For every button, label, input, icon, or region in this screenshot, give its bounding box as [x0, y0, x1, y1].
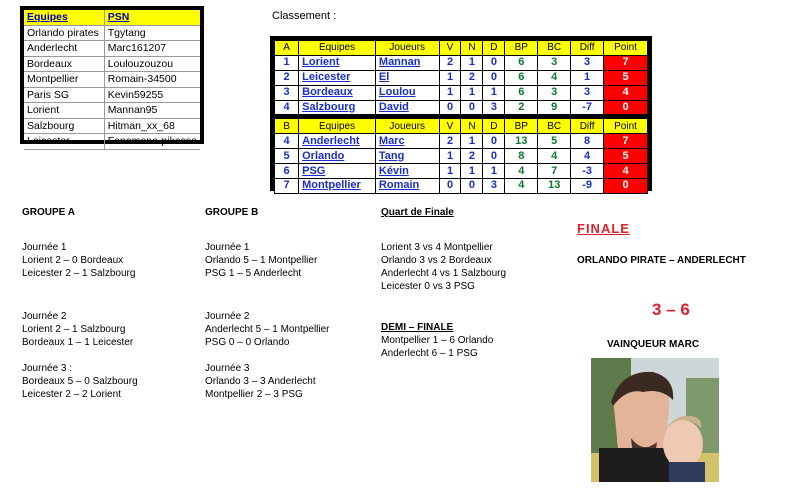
- ranking-cell-diff: 1: [571, 70, 604, 85]
- groupe-a-j3-title: Journée 3 :: [22, 363, 73, 374]
- psn-cell-team: Paris SG: [24, 87, 104, 103]
- match-result: Leicester 2 – 2 Lorient: [22, 389, 121, 400]
- ranking-cell-bc: 3: [538, 55, 571, 70]
- ranking-cell-bc: 9: [538, 100, 571, 115]
- knockout-column: [381, 206, 506, 360]
- match-result: Anderlecht 5 – 1 Montpellier: [205, 324, 330, 335]
- ranking-table: [270, 36, 652, 191]
- ranking-cell-player: Tang: [375, 149, 439, 164]
- psn-cell-team: Orlando pirates: [24, 25, 104, 41]
- ranking-cell-v: 1: [439, 164, 461, 179]
- ranking-cell-player: Loulou: [375, 85, 439, 100]
- ranking-cell-v: 1: [439, 70, 461, 85]
- ranking-cell-pos: 3: [275, 85, 299, 100]
- ranking-header-team: Equipes: [299, 119, 376, 134]
- ranking-cell-bp: 6: [505, 85, 538, 100]
- psn-cell-psn: Kevin59255: [104, 87, 200, 103]
- psn-header-teams: Equipes: [24, 10, 104, 25]
- ranking-cell-diff: 3: [571, 55, 604, 70]
- psn-cell-psn: Fenomeno-pikasso: [104, 134, 200, 150]
- ranking-cell-player: David: [375, 100, 439, 115]
- psn-cell-team: Bordeaux: [24, 56, 104, 72]
- ranking-cell-d: 3: [483, 100, 505, 115]
- ranking-cell-diff: -9: [571, 179, 604, 194]
- match-result: Lorient 2 – 0 Bordeaux: [22, 255, 124, 266]
- psn-cell-team: Leicester: [24, 134, 104, 150]
- ranking-cell-v: 1: [439, 85, 461, 100]
- psn-header-psn: PSN: [104, 10, 200, 25]
- ranking-cell-bp: 6: [505, 70, 538, 85]
- ranking-row: [275, 100, 648, 115]
- ranking-header-team: Equipes: [299, 41, 376, 56]
- psn-row: [24, 134, 200, 150]
- ranking-header-row: [275, 119, 648, 134]
- ranking-cell-d: 1: [483, 85, 505, 100]
- ranking-cell-pos: 1: [275, 55, 299, 70]
- demi-match: Anderlecht 6 – 1 PSG: [381, 348, 478, 359]
- ranking-cell-pt: 7: [604, 55, 648, 70]
- ranking-cell-bc: 7: [538, 164, 571, 179]
- ranking-cell-n: 0: [461, 100, 483, 115]
- psn-header-row: [24, 10, 200, 25]
- ranking-cell-player: Mannan: [375, 55, 439, 70]
- psn-cell-team: Salzbourg: [24, 118, 104, 134]
- ranking-header-diff: Diff: [571, 41, 604, 56]
- ranking-row: [275, 179, 648, 194]
- match-result: PSG 0 – 0 Orlando: [205, 337, 290, 348]
- ranking-cell-bp: 13: [505, 134, 538, 149]
- ranking-cell-team: Lorient: [299, 55, 376, 70]
- ranking-cell-bp: 8: [505, 149, 538, 164]
- finale-title: FINALE: [577, 221, 630, 236]
- ranking-cell-team: PSG: [299, 164, 376, 179]
- ranking-cell-player: Romain: [375, 179, 439, 194]
- ranking-header-n: N: [461, 119, 483, 134]
- ranking-cell-pos: 6: [275, 164, 299, 179]
- ranking-cell-bc: 3: [538, 85, 571, 100]
- groupe-b-title: GROUPE B: [205, 207, 259, 218]
- psn-row: [24, 87, 200, 103]
- ranking-cell-pt: 5: [604, 70, 648, 85]
- ranking-cell-pt: 0: [604, 179, 648, 194]
- ranking-header-v: V: [439, 119, 461, 134]
- quart-match: Leicester 0 vs 3 PSG: [381, 281, 475, 292]
- psn-cell-team: Montpellier: [24, 72, 104, 88]
- ranking-cell-pos: 5: [275, 149, 299, 164]
- psn-table: [20, 6, 204, 148]
- ranking-header-d: D: [483, 41, 505, 56]
- ranking-cell-bp: 2: [505, 100, 538, 115]
- ranking-cell-n: 1: [461, 85, 483, 100]
- ranking-header-v: V: [439, 41, 461, 56]
- ranking-cell-n: 2: [461, 70, 483, 85]
- ranking-cell-n: 0: [461, 179, 483, 194]
- ranking-cell-pt: 4: [604, 164, 648, 179]
- ranking-header-bc: BC: [538, 119, 571, 134]
- ranking-row: [275, 149, 648, 164]
- ranking-cell-v: 0: [439, 100, 461, 115]
- ranking-header-diff: Diff: [571, 119, 604, 134]
- ranking-header-n: N: [461, 41, 483, 56]
- quart-match: Orlando 3 vs 2 Bordeaux: [381, 255, 492, 266]
- match-result: Bordeaux 5 – 0 Salzbourg: [22, 376, 138, 387]
- demi-match: Montpellier 1 – 6 Orlando: [381, 335, 494, 346]
- ranking-cell-player: Marc: [375, 134, 439, 149]
- ranking-cell-pt: 5: [604, 149, 648, 164]
- ranking-header-bp: BP: [505, 41, 538, 56]
- ranking-cell-team: Orlando: [299, 149, 376, 164]
- ranking-cell-bc: 4: [538, 149, 571, 164]
- match-result: Orlando 5 – 1 Montpellier: [205, 255, 318, 266]
- psn-row: [24, 103, 200, 119]
- psn-cell-psn: Marc161207: [104, 41, 200, 57]
- ranking-cell-diff: -7: [571, 100, 604, 115]
- psn-cell-team: Anderlecht: [24, 41, 104, 57]
- final-score: 3 – 6: [652, 300, 690, 319]
- ranking-header-pos: A: [275, 41, 299, 56]
- ranking-cell-v: 0: [439, 179, 461, 194]
- ranking-header-player: Joueurs: [375, 41, 439, 56]
- demi-title: DEMI – FINALE: [381, 322, 454, 333]
- ranking-cell-diff: -3: [571, 164, 604, 179]
- ranking-cell-d: 0: [483, 134, 505, 149]
- ranking-cell-team: Leicester: [299, 70, 376, 85]
- classement-label: Classement :: [272, 10, 337, 22]
- groupe-a: [22, 206, 138, 401]
- psn-row: [24, 56, 200, 72]
- ranking-header-bc: BC: [538, 41, 571, 56]
- ranking-cell-n: 1: [461, 134, 483, 149]
- ranking-cell-bp: 4: [505, 179, 538, 194]
- groupe-a-j2-title: Journée 2: [22, 311, 67, 322]
- match-result: Orlando 3 – 3 Anderlecht: [205, 376, 316, 387]
- psn-cell-psn: Loulouzouzou: [104, 56, 200, 72]
- psn-cell-psn: Mannan95: [104, 103, 200, 119]
- ranking-cell-v: 2: [439, 55, 461, 70]
- ranking-cell-pt: 7: [604, 134, 648, 149]
- ranking-cell-pos: 7: [275, 179, 299, 194]
- psn-row: [24, 41, 200, 57]
- psn-cell-psn: Tgytang: [104, 25, 200, 41]
- psn-row: [24, 25, 200, 41]
- ranking-cell-team: Montpellier: [299, 179, 376, 194]
- ranking-cell-team: Anderlecht: [299, 134, 376, 149]
- ranking-cell-bp: 6: [505, 55, 538, 70]
- psn-cell-psn: Hitman_xx_68: [104, 118, 200, 134]
- psn-cell-team: Lorient: [24, 103, 104, 119]
- ranking-cell-team: Bordeaux: [299, 85, 376, 100]
- ranking-header-pt: Point: [604, 119, 648, 134]
- ranking-header-pos: B: [275, 119, 299, 134]
- ranking-cell-player: El: [375, 70, 439, 85]
- final-match: ORLANDO PIRATE – ANDERLECHT: [577, 255, 746, 266]
- ranking-cell-bc: 13: [538, 179, 571, 194]
- match-result: Leicester 2 – 1 Salzbourg: [22, 268, 136, 279]
- ranking-cell-team: Salzbourg: [299, 100, 376, 115]
- match-result: PSG 1 – 5 Anderlecht: [205, 268, 302, 279]
- groupe-b: [205, 206, 330, 401]
- ranking-cell-diff: 8: [571, 134, 604, 149]
- match-result: Bordeaux 1 – 1 Leicester: [22, 337, 134, 348]
- ranking-cell-v: 2: [439, 134, 461, 149]
- ranking-cell-pt: 0: [604, 100, 648, 115]
- ranking-row: [275, 164, 648, 179]
- quart-title: Quart de Finale: [381, 207, 454, 218]
- ranking-cell-player: Kévin: [375, 164, 439, 179]
- ranking-row: [275, 55, 648, 70]
- groupe-b-j2-title: Journée 2: [205, 311, 250, 322]
- ranking-header-player: Joueurs: [375, 119, 439, 134]
- groupe-a-title: GROUPE A: [22, 207, 75, 218]
- match-result: Lorient 2 – 1 Salzbourg: [22, 324, 126, 335]
- ranking-header-d: D: [483, 119, 505, 134]
- ranking-cell-pos: 4: [275, 134, 299, 149]
- groupe-b-j1-title: Journée 1: [205, 242, 250, 253]
- ranking-cell-pos: 4: [275, 100, 299, 115]
- winner-photo: [591, 358, 719, 482]
- groupe-b-j3-title: Journée 3: [205, 363, 250, 374]
- ranking-cell-v: 1: [439, 149, 461, 164]
- ranking-header-pt: Point: [604, 41, 648, 56]
- ranking-cell-n: 2: [461, 149, 483, 164]
- ranking-cell-diff: 4: [571, 149, 604, 164]
- ranking-row: [275, 70, 648, 85]
- ranking-row: [275, 85, 648, 100]
- ranking-header-bp: BP: [505, 119, 538, 134]
- ranking-row: [275, 134, 648, 149]
- ranking-cell-bp: 4: [505, 164, 538, 179]
- ranking-cell-d: 3: [483, 179, 505, 194]
- ranking-cell-diff: 3: [571, 85, 604, 100]
- ranking-cell-d: 0: [483, 149, 505, 164]
- ranking-cell-n: 1: [461, 164, 483, 179]
- match-result: Montpellier 2 – 3 PSG: [205, 389, 303, 400]
- ranking-cell-n: 1: [461, 55, 483, 70]
- psn-cell-psn: Romain-34500: [104, 72, 200, 88]
- ranking-cell-d: 0: [483, 70, 505, 85]
- psn-row: [24, 118, 200, 134]
- ranking-cell-d: 0: [483, 55, 505, 70]
- ranking-cell-bc: 5: [538, 134, 571, 149]
- ranking-cell-pt: 4: [604, 85, 648, 100]
- quart-match: Anderlecht 4 vs 1 Salzbourg: [381, 268, 507, 279]
- winner-label: VAINQUEUR MARC: [607, 339, 700, 350]
- ranking-header-row: [275, 41, 648, 56]
- ranking-cell-d: 1: [483, 164, 505, 179]
- ranking-cell-pos: 2: [275, 70, 299, 85]
- quart-match: Lorient 3 vs 4 Montpellier: [381, 242, 493, 253]
- ranking-cell-bc: 4: [538, 70, 571, 85]
- groupe-a-j1-title: Journée 1: [22, 242, 67, 253]
- psn-row: [24, 72, 200, 88]
